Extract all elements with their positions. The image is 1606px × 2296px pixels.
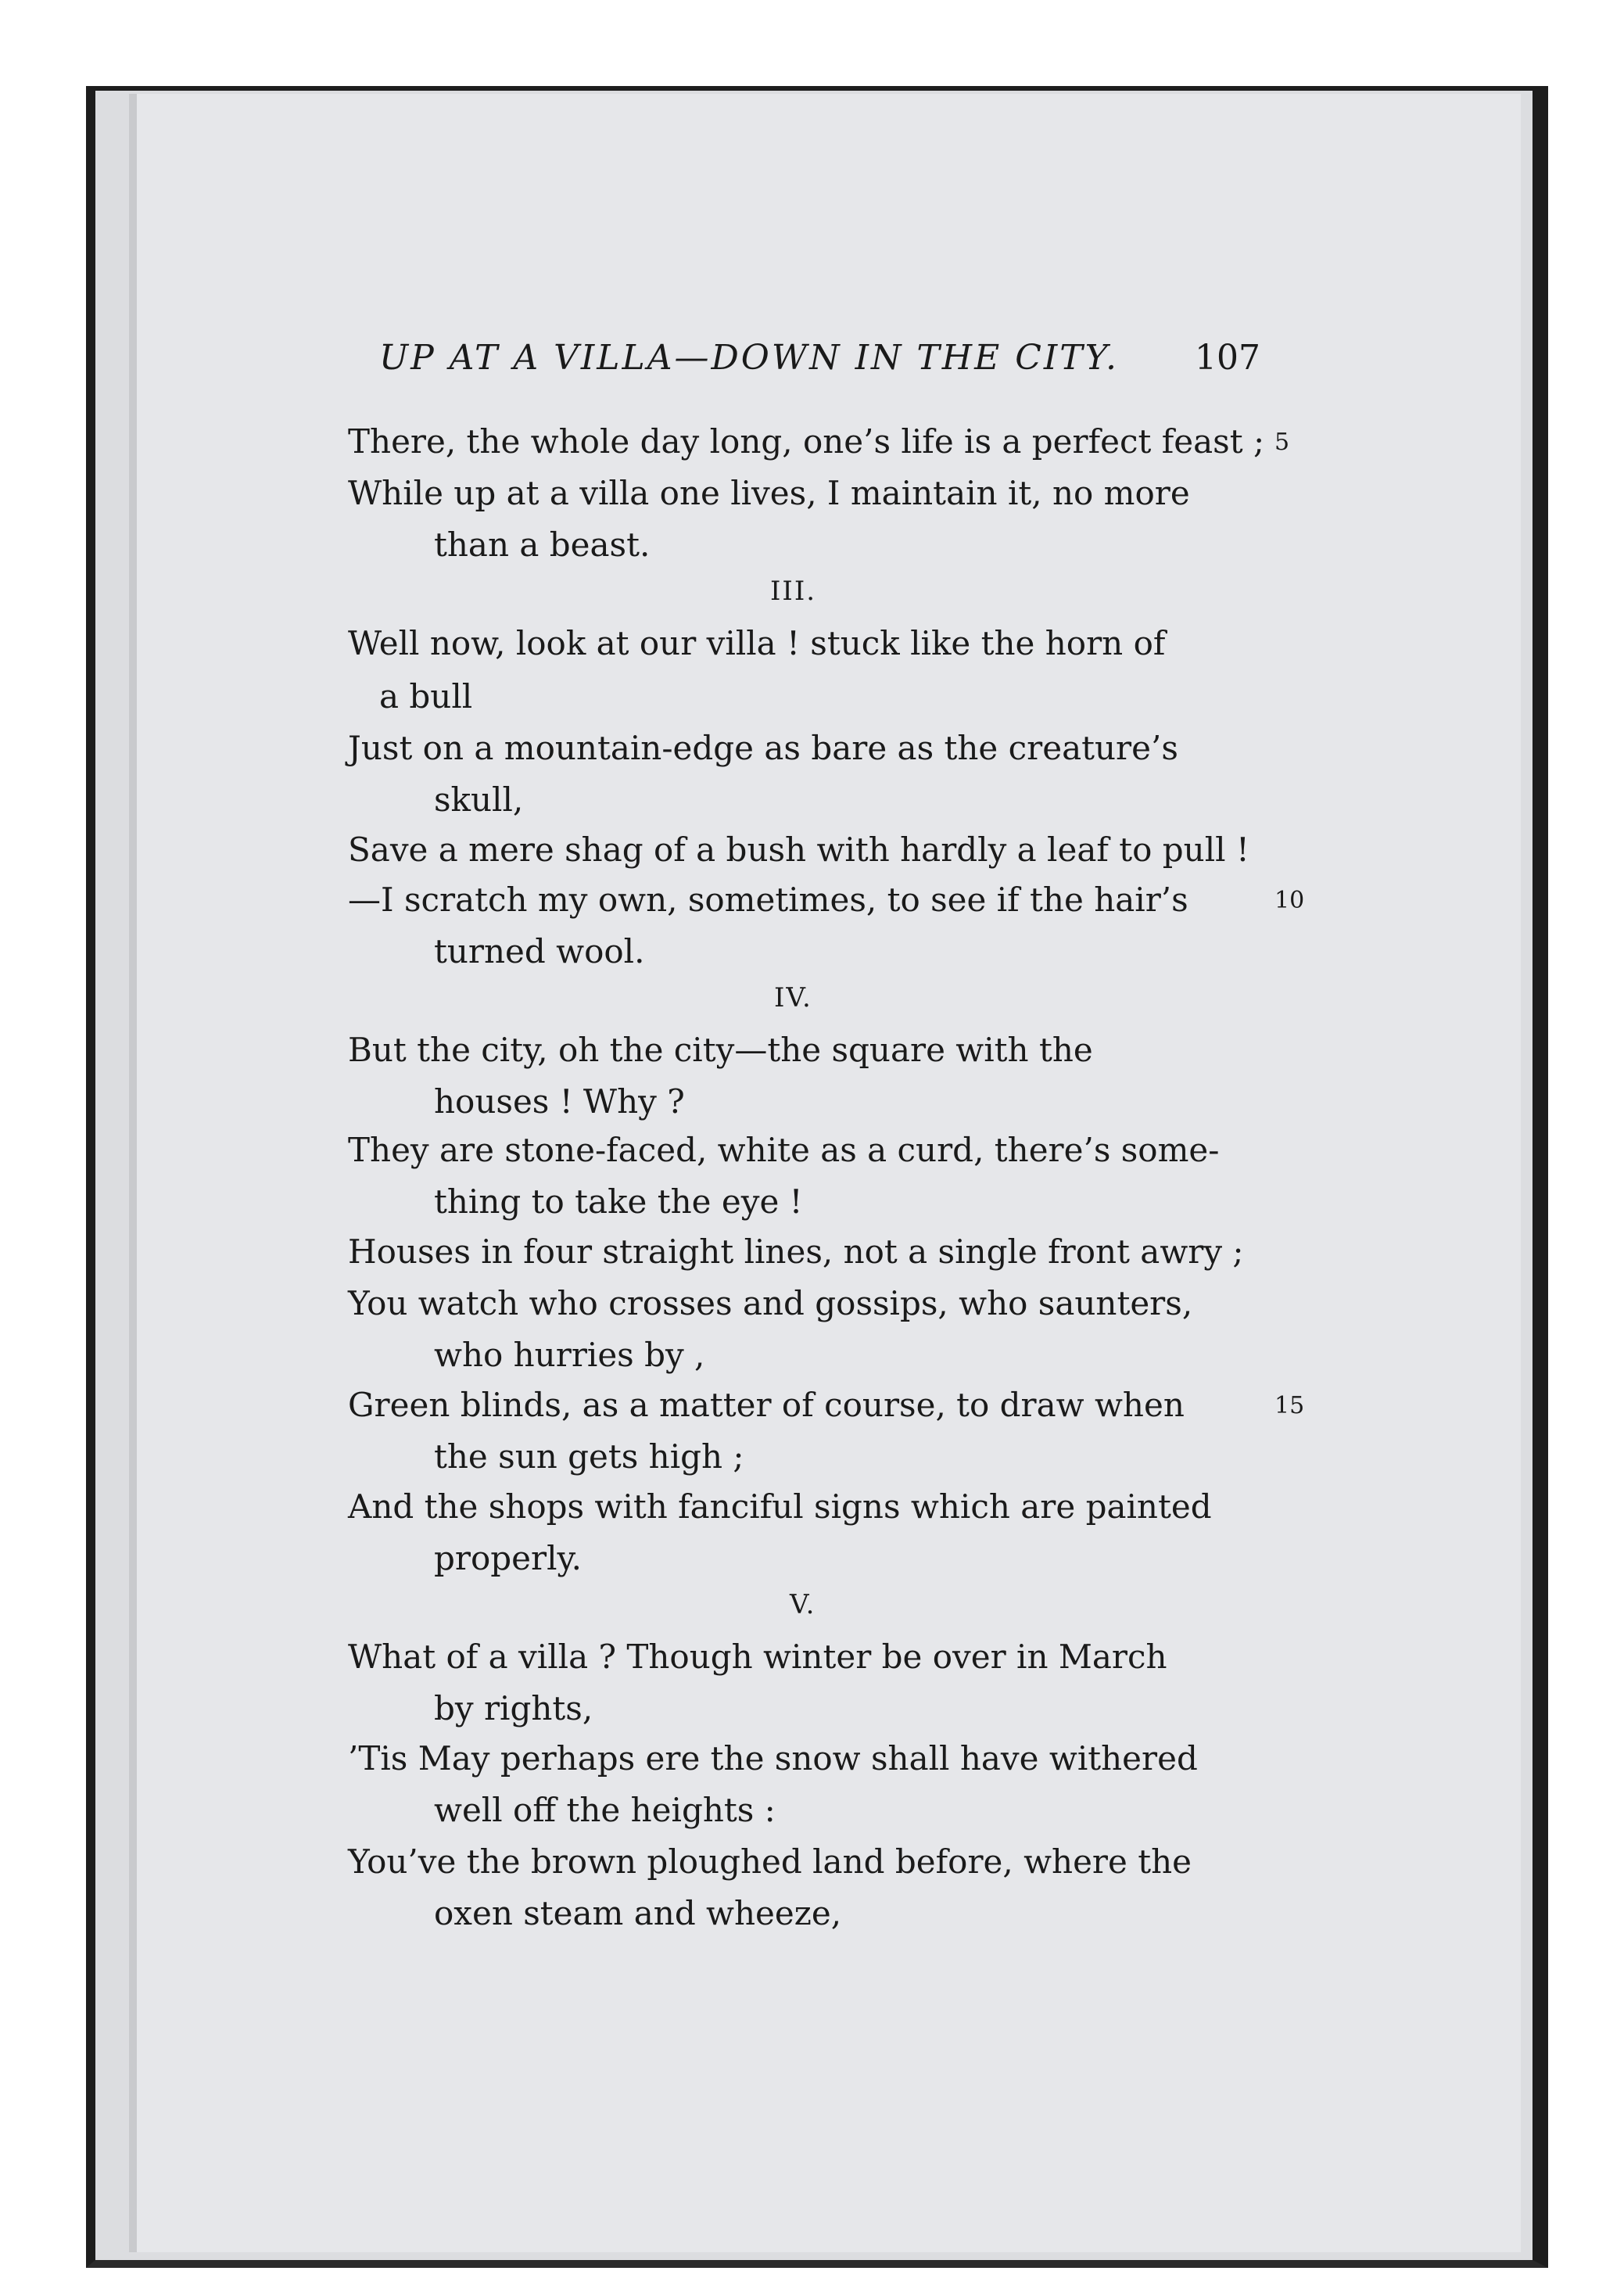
poem-line-continuation: skull, [434, 780, 524, 819]
poem-line-continuation: turned wool. [434, 932, 645, 970]
poem-line: You watch who crosses and gossips, who saunters, [348, 1284, 1193, 1322]
poem-line-continuation: thing to take the eye ! [434, 1182, 803, 1221]
poem-line-continuation: oxen steam and wheeze, [434, 1894, 842, 1932]
poem-line-continuation: the sun gets high ; [434, 1437, 744, 1476]
line-number: 10 [1274, 887, 1305, 914]
running-header: UP AT A VILLA—DOWN IN THE CITY. [379, 338, 1120, 378]
left-margin [0, 86, 86, 2268]
poem-line: And the shops with fanciful signs which are painted [348, 1487, 1212, 1526]
poem-line-continuation: a bull [379, 677, 473, 716]
poem-line: Houses in four straight lines, not a single front awry ; [348, 1232, 1244, 1271]
poem-line: —I scratch my own, sometimes, to see if the hair’s [348, 881, 1188, 919]
poem-line: They are stone-faced, white as a curd, there’s some- [348, 1131, 1220, 1169]
poem-line: Just on a mountain-edge as bare as the creature’s [348, 729, 1178, 767]
poem-line: Well now, look at our villa ! stuck like the horn of [348, 624, 1166, 662]
stanza-number: V. [790, 1589, 816, 1620]
poem-line: ’Tis May perhaps ere the snow shall have withered [348, 1739, 1198, 1778]
poem-line-continuation: by rights, [434, 1689, 593, 1727]
poem-line: There, the whole day long, one’s life is a perfect feast ; [348, 422, 1265, 461]
stanza-number: IV. [774, 982, 812, 1013]
poem-line-continuation: houses ! Why ? [434, 1082, 685, 1121]
stanza-number: III. [770, 576, 817, 607]
poem-line-continuation: well off the heights : [434, 1791, 776, 1829]
poem-line: You’ve the brown ploughed land before, where the [348, 1842, 1192, 1881]
poem-line-continuation: properly. [434, 1539, 582, 1577]
poem-line: Green blinds, as a matter of course, to draw when [348, 1386, 1185, 1424]
poem-line-continuation: than a beast. [434, 526, 651, 564]
poem-line-continuation: who hurries by , [434, 1336, 705, 1374]
page-number: 107 [1195, 338, 1260, 378]
poem-line: While up at a villa one lives, I maintain it, no more [348, 474, 1190, 512]
poem-line: But the city, oh the city—the square with the [348, 1031, 1093, 1069]
poem-line: What of a villa ? Though winter be over in March [348, 1638, 1167, 1676]
line-number: 5 [1274, 429, 1290, 456]
page-gutter [129, 94, 137, 2252]
poem-line: Save a mere shag of a bush with hardly a leaf to pull ! [348, 831, 1249, 869]
line-number: 15 [1274, 1392, 1305, 1419]
